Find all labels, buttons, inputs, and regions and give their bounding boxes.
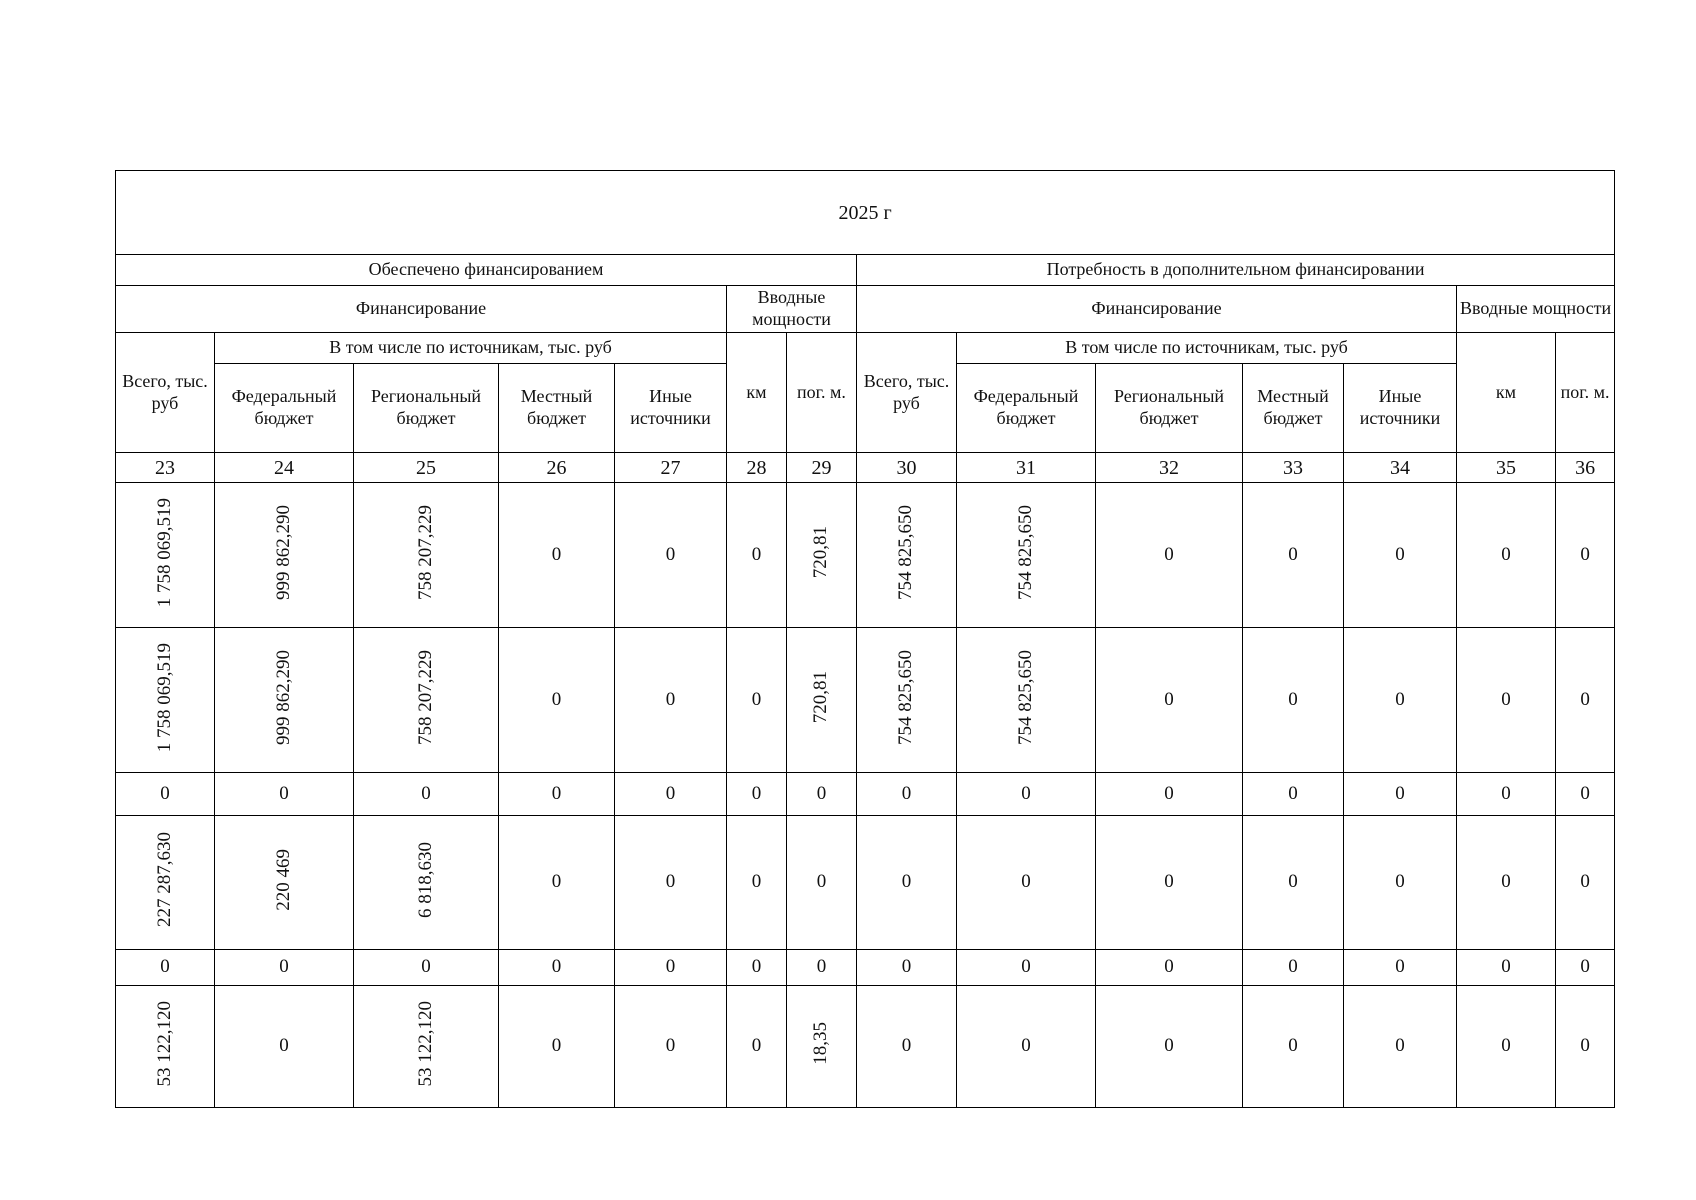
cell-value: 0 [816,871,827,893]
cell-value: 0 [279,956,289,978]
table-cell [499,986,615,1108]
cell-value: 0 [279,1035,289,1057]
cell-value: 0 [665,871,676,893]
table-cell [957,628,1096,773]
table-cell [354,986,499,1108]
table-cell [787,483,857,628]
cell-value: 0 [665,782,676,804]
cell-value: 0 [1288,782,1298,804]
cell-value: 720,81 [810,526,832,579]
table-cell [1556,986,1615,1108]
cell-value: 0 [1501,1035,1511,1057]
cell-value: 0 [1580,956,1590,978]
additional-financing-subheader: Финансирование [857,286,1457,333]
table-cell [1243,773,1344,816]
cell-value: 0 [1395,688,1405,710]
cell-value: 0 [1021,782,1031,804]
cell-value: 0 [1501,956,1511,978]
cell-value: 0 [551,782,562,804]
cell-value: 0 [421,782,431,804]
cell-value: 0 [1580,543,1590,565]
cell-value: 0 [1288,543,1298,565]
table-cell [957,483,1096,628]
table-cell [1344,986,1457,1108]
cell-value: 0 [901,782,912,804]
table-cell [1243,628,1344,773]
table-cell [615,986,727,1108]
cell-value: 0 [1580,688,1590,710]
cell-value: 1 758 069,519 [153,497,175,607]
cell-value: 754 825,650 [1014,504,1036,600]
cell-value: 0 [1395,782,1405,804]
cell-value: 999 862,290 [272,504,294,600]
column-number: 25 [354,453,499,483]
table-cell [615,773,727,816]
cell-value: 0 [1501,871,1511,893]
table-cell [857,950,957,986]
table-cell [615,816,727,950]
table-cell [857,986,957,1108]
table-row [116,986,1615,1108]
cell-value: 758 207,229 [414,504,436,600]
table-cell [215,773,354,816]
table-cell [787,950,857,986]
cell-value: 0 [1288,956,1298,978]
cell-value: 0 [1395,956,1405,978]
column-number: 33 [1243,453,1344,483]
table-cell [1556,483,1615,628]
table-cell [1243,986,1344,1108]
cell-value: 6 818,630 [414,841,436,918]
table-cell [857,816,957,950]
table-cell [1096,816,1243,950]
cell-value: 0 [1288,1035,1298,1057]
cell-value: 0 [1021,1035,1031,1057]
additional-regional-header: Региональный бюджет [1096,364,1243,453]
cell-value: 0 [1580,782,1590,804]
cell-value: 0 [1164,956,1174,978]
cell-value: 0 [665,956,676,978]
cell-value: 0 [751,956,762,978]
column-number: 26 [499,453,615,483]
table-cell [116,773,215,816]
table-cell [857,773,957,816]
cell-value: 0 [1580,1035,1590,1057]
table-cell [787,816,857,950]
table-cell [727,483,787,628]
table-cell [957,986,1096,1108]
cell-value: 999 862,290 [272,649,294,745]
cell-value: 754 825,650 [1014,649,1036,745]
table-cell [499,950,615,986]
table-cell [1457,773,1556,816]
table-cell [116,816,215,950]
table-cell [1096,950,1243,986]
cell-value: 53 122,120 [153,1000,175,1087]
table-row [116,483,1615,628]
table-cell [1457,628,1556,773]
table-cell [727,986,787,1108]
cell-value: 0 [1021,956,1031,978]
cell-value: 0 [751,543,762,565]
column-number: 24 [215,453,354,483]
document-page [115,170,1615,1108]
cell-value: 758 207,229 [414,649,436,745]
cell-value: 0 [1021,871,1031,893]
cell-value: 0 [1501,688,1511,710]
table-cell [1096,773,1243,816]
cell-value: 754 825,650 [895,649,917,745]
table-cell [354,483,499,628]
cell-value: 0 [665,688,676,710]
table-cell [1243,816,1344,950]
cell-value: 0 [751,688,762,710]
column-number: 27 [615,453,727,483]
cell-value: 1 758 069,519 [153,642,175,752]
cell-value: 0 [551,543,562,565]
table-cell [957,950,1096,986]
table-cell [615,483,727,628]
table-cell [1457,483,1556,628]
table-cell [1556,950,1615,986]
secured-regional-header: Региональный бюджет [354,364,499,453]
secured-pog-m-header: пог. м. [787,333,857,453]
table-cell [1344,483,1457,628]
table-cell [1556,773,1615,816]
cell-value: 0 [551,871,562,893]
table-row [116,950,1615,986]
secured-capacity-subheader: Вводные мощности [727,286,857,333]
table-cell [116,950,215,986]
table-cell [727,816,787,950]
additional-federal-header: Федеральный бюджет [957,364,1096,453]
column-number: 36 [1556,453,1615,483]
column-number: 30 [857,453,957,483]
table-cell [727,773,787,816]
table-row [116,773,1615,816]
table-cell [215,986,354,1108]
cell-value: 0 [1288,871,1298,893]
table-cell [215,483,354,628]
table-cell [857,483,957,628]
table-cell [1556,816,1615,950]
cell-value: 0 [1501,782,1511,804]
cell-value: 0 [665,543,676,565]
cell-value: 0 [901,956,912,978]
table-cell [615,950,727,986]
cell-value: 0 [279,782,289,804]
table-cell [1344,773,1457,816]
table-cell [354,816,499,950]
additional-other-header: Иные источники [1344,364,1457,453]
cell-value: 0 [421,956,431,978]
cell-value: 0 [160,782,170,804]
cell-value: 0 [751,871,762,893]
additional-financing-header: Потребность в дополнительном финансировании [857,255,1615,286]
column-number: 29 [787,453,857,483]
additional-sources-header: В том числе по источникам, тыс. руб [957,333,1457,364]
table-cell [116,628,215,773]
table-cell [1096,628,1243,773]
table-cell [787,628,857,773]
column-number: 28 [727,453,787,483]
table-cell [354,773,499,816]
cell-value: 0 [665,1035,676,1057]
cell-value: 0 [1288,688,1298,710]
cell-value: 0 [1395,543,1405,565]
cell-value: 53 122,120 [414,1000,436,1087]
column-number: 32 [1096,453,1243,483]
table-cell [499,483,615,628]
table-cell [1457,950,1556,986]
table-cell [116,986,215,1108]
cell-value: 0 [1395,1035,1405,1057]
secured-federal-header: Федеральный бюджет [215,364,354,453]
table-cell [499,816,615,950]
secured-km-header: км [727,333,787,453]
table-cell [857,628,957,773]
table-cell [1344,628,1457,773]
table-cell [215,628,354,773]
cell-value: 0 [1164,782,1174,804]
cell-value: 0 [1164,1035,1174,1057]
secured-financing-header: Обеспечено финансированием [116,255,857,286]
table-cell [727,628,787,773]
cell-value: 227 287,630 [153,832,175,928]
cell-value: 0 [816,782,827,804]
cell-value: 0 [1164,543,1174,565]
cell-value: 0 [1164,688,1174,710]
cell-value: 0 [160,956,170,978]
cell-value: 0 [1580,871,1590,893]
secured-local-header: Местный бюджет [499,364,615,453]
table-cell [1243,483,1344,628]
table-cell [787,773,857,816]
cell-value: 0 [551,688,562,710]
cell-value: 720,81 [810,671,832,724]
table-cell [727,950,787,986]
cell-value: 0 [751,1035,762,1057]
financing-table [115,170,1615,1108]
table-row [116,628,1615,773]
table-cell [499,628,615,773]
cell-value: 0 [551,956,562,978]
cell-value: 0 [816,956,827,978]
table-cell [787,986,857,1108]
table-cell [1457,816,1556,950]
secured-total-header: Всего, тыс. руб [116,333,215,453]
cell-value: 0 [551,1035,562,1057]
table-cell [116,483,215,628]
table-cell [615,628,727,773]
additional-km-header: км [1457,333,1556,453]
secured-sources-header: В том числе по источникам, тыс. руб [215,333,727,364]
column-number: 35 [1457,453,1556,483]
table-row [116,816,1615,950]
additional-pog-m-header: пог. м. [1556,333,1615,453]
cell-value: 220 469 [272,848,294,911]
secured-financing-subheader: Финансирование [116,286,727,333]
column-number: 34 [1344,453,1457,483]
cell-value: 754 825,650 [895,504,917,600]
cell-value: 0 [901,1035,912,1057]
table-cell [1457,986,1556,1108]
table-cell [1096,986,1243,1108]
table-cell [1344,950,1457,986]
table-cell [957,816,1096,950]
table-cell [1243,950,1344,986]
cell-value: 0 [901,871,912,893]
cell-value: 18,35 [810,1022,832,1066]
additional-total-header: Всего, тыс. руб [857,333,957,453]
additional-capacity-subheader: Вводные мощности [1457,286,1615,333]
table-body [116,483,1615,1108]
year-title: 2025 г [116,171,1615,255]
table-cell [1344,816,1457,950]
table-cell [354,628,499,773]
column-number-row [116,453,1615,483]
column-number: 23 [116,453,215,483]
table-cell [215,950,354,986]
table-cell [957,773,1096,816]
column-number: 31 [957,453,1096,483]
table-cell [1556,628,1615,773]
table-cell [354,950,499,986]
additional-local-header: Местный бюджет [1243,364,1344,453]
secured-other-header: Иные источники [615,364,727,453]
cell-value: 0 [1164,871,1174,893]
table-cell [1096,483,1243,628]
table-cell [215,816,354,950]
cell-value: 0 [1501,543,1511,565]
cell-value: 0 [751,782,762,804]
table-cell [499,773,615,816]
cell-value: 0 [1395,871,1405,893]
